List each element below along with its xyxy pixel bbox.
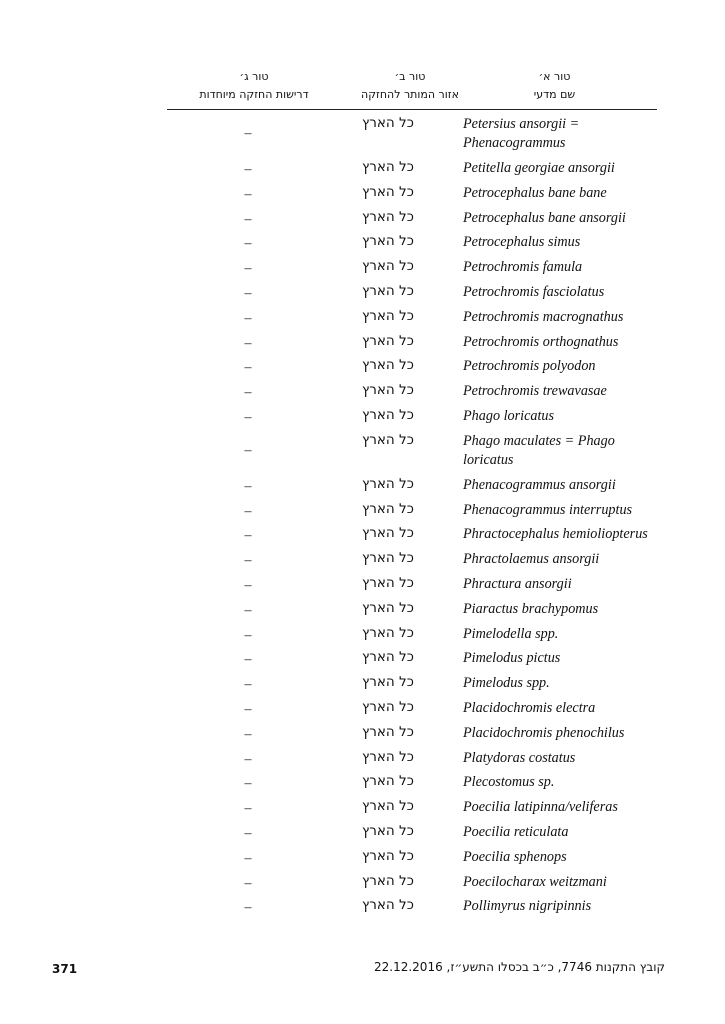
scientific-name: Petrocephalus bane ansorgii <box>463 209 626 226</box>
table-row <box>0 722 725 747</box>
permitted-area: כל הארץ <box>362 599 414 616</box>
table-row <box>0 573 725 598</box>
table-row <box>0 430 725 474</box>
permitted-area: כל הארץ <box>362 159 414 175</box>
permitted-area: כל הארץ <box>362 773 414 790</box>
permitted-area: כל הארץ <box>362 307 414 324</box>
permitted-area: כל הארץ <box>362 208 414 225</box>
table-row <box>0 821 725 846</box>
scientific-name: Platydoras costatus <box>463 749 576 766</box>
permitted-area: כל הארץ <box>362 847 414 864</box>
permitted-area: כל הארץ <box>362 550 414 567</box>
scientific-name: Petitella georgiae ansorgii <box>463 160 615 176</box>
table-row <box>0 474 725 499</box>
scientific-name: Plecostomus sp. <box>463 774 555 791</box>
special-requirements: – <box>244 677 252 693</box>
permitted-area: כל הארץ <box>362 382 414 399</box>
special-requirements: – <box>244 186 252 202</box>
table-row <box>0 256 725 281</box>
permitted-area: כל הארץ <box>362 798 414 815</box>
special-requirements: – <box>244 627 252 643</box>
table-row <box>0 405 725 430</box>
special-requirements: – <box>244 385 252 401</box>
permitted-area: כל הארץ <box>362 624 414 641</box>
scientific-name: Pimelodus spp. <box>463 675 550 692</box>
permitted-area: כל הארץ <box>362 115 414 131</box>
special-requirements: – <box>244 211 252 227</box>
header-divider <box>167 109 657 110</box>
permitted-area: כל הארץ <box>362 872 414 889</box>
permitted-area: כל הארץ <box>362 649 414 666</box>
table-row <box>0 647 725 672</box>
scientific-name: Phractolaemus ansorgii <box>463 551 600 568</box>
special-requirements: – <box>244 478 252 494</box>
permitted-area: כל הארץ <box>362 475 414 492</box>
table-row <box>0 331 725 356</box>
table-row <box>0 598 725 623</box>
special-requirements: – <box>244 701 252 717</box>
special-requirements: – <box>244 850 252 866</box>
table-row <box>0 355 725 380</box>
special-requirements: – <box>244 360 252 376</box>
special-requirements: – <box>244 528 252 544</box>
permitted-area: כל הארץ <box>362 748 414 765</box>
scientific-name: Phago maculates = Phago loricatus <box>463 432 615 468</box>
special-requirements: – <box>244 900 252 916</box>
permitted-area: כל הארץ <box>362 406 414 423</box>
table-row <box>0 871 725 896</box>
scientific-name: Petrochromis trewavasae <box>463 383 607 400</box>
scientific-name: Petersius ansorgii = Phenacogrammus <box>463 116 580 151</box>
scientific-name: Poecilia latipinna/veliferas <box>463 799 618 816</box>
table-row <box>0 182 725 207</box>
permitted-area: כל הארץ <box>362 357 414 374</box>
permitted-area: כל הארץ <box>362 574 414 591</box>
column-c-label: טור ג׳ <box>239 70 269 83</box>
permitted-area: כל הארץ <box>362 723 414 740</box>
special-requirements: – <box>244 409 252 425</box>
special-requirements: – <box>244 442 252 458</box>
permitted-area: כל הארץ <box>362 698 414 715</box>
permitted-area: כל הארץ <box>362 431 414 448</box>
special-requirements: – <box>244 801 252 817</box>
special-requirements: – <box>244 875 252 891</box>
special-requirements: – <box>244 602 252 618</box>
permitted-area: כל הארץ <box>362 282 414 299</box>
scientific-name: Placidochromis phenochilus <box>463 724 625 741</box>
special-requirements: – <box>244 652 252 668</box>
scientific-name: Petrochromis famula <box>463 259 583 276</box>
table-row <box>0 846 725 871</box>
table-row <box>0 281 725 306</box>
scientific-name: Petrocephalus simus <box>463 234 581 251</box>
scientific-name: Pimelodus pictus <box>463 650 561 667</box>
table-row <box>0 113 725 157</box>
permitted-area: כל הארץ <box>362 183 414 200</box>
table-row <box>0 697 725 722</box>
scientific-name: Phenacogrammus interruptus <box>463 501 633 518</box>
table-row <box>0 796 725 821</box>
scientific-name: Petrocephalus bane bane <box>463 184 607 201</box>
special-requirements: – <box>244 776 252 792</box>
table-row <box>0 499 725 524</box>
scientific-name: Poecilia reticulata <box>463 823 569 840</box>
table-row <box>0 207 725 232</box>
special-requirements: – <box>244 825 252 841</box>
scientific-name: Phago loricatus <box>463 407 555 424</box>
permitted-area: כל הארץ <box>362 897 414 914</box>
scientific-name: Petrochromis orthognathus <box>463 333 619 350</box>
special-requirements: – <box>244 126 252 141</box>
table-row <box>0 895 725 920</box>
scientific-name: Poecilocharax weitzmani <box>463 873 607 890</box>
scientific-name: Phractura ansorgii <box>463 575 572 592</box>
table-row <box>0 157 725 182</box>
permitted-area: כל הארץ <box>362 525 414 542</box>
table-row <box>0 380 725 405</box>
column-b-title: אזור המותר להחזקה <box>361 88 459 101</box>
scientific-name: Phractocephalus hemioliopterus <box>463 526 648 543</box>
footer-title: קובץ התקנות 7746, כ״ב בכסלו התשע״ז, 22.12.2016 <box>374 960 665 974</box>
special-requirements: – <box>244 236 252 252</box>
special-requirements: – <box>244 577 252 593</box>
special-requirements: – <box>244 261 252 277</box>
column-a-label: טור א׳ <box>538 70 571 83</box>
table-row <box>0 231 725 256</box>
special-requirements: – <box>244 310 252 326</box>
permitted-area: כל הארץ <box>362 674 414 691</box>
scientific-name: Petrochromis macrognathus <box>463 308 624 325</box>
page-number: 371 <box>52 962 78 976</box>
special-requirements: – <box>244 726 252 742</box>
table-row <box>0 306 725 331</box>
permitted-area: כל הארץ <box>362 500 414 517</box>
special-requirements: – <box>244 503 252 519</box>
scientific-name: Placidochromis electra <box>463 699 596 716</box>
column-c-title: דרישות החזקה מיוחדות <box>199 88 309 101</box>
special-requirements: – <box>244 285 252 301</box>
column-a-title: שם מדעי <box>533 88 576 101</box>
scientific-name: Petrochromis fasciolatus <box>463 283 605 300</box>
species-table <box>0 113 725 920</box>
table-row <box>0 672 725 697</box>
scientific-name: Petrochromis polyodon <box>463 358 596 375</box>
special-requirements: – <box>244 162 252 177</box>
column-header-c <box>160 70 348 104</box>
special-requirements: – <box>244 553 252 569</box>
scientific-name: Piaractus brachypomus <box>463 600 599 617</box>
table-row <box>0 623 725 648</box>
column-b-label: טור ב׳ <box>394 70 426 83</box>
scientific-name: Poecilia sphenops <box>463 848 567 865</box>
permitted-area: כל הארץ <box>362 233 414 250</box>
table-row <box>0 747 725 772</box>
special-requirements: – <box>244 335 252 351</box>
scientific-name: Pollimyrus nigripinnis <box>463 898 592 915</box>
permitted-area: כל הארץ <box>362 332 414 349</box>
scientific-name: Pimelodella spp. <box>463 625 559 642</box>
table-row <box>0 548 725 573</box>
table-row <box>0 523 725 548</box>
permitted-area: כל הארץ <box>362 822 414 839</box>
scientific-name: Phenacogrammus ansorgii <box>463 476 616 493</box>
special-requirements: – <box>244 751 252 767</box>
table-row <box>0 771 725 796</box>
permitted-area: כל הארץ <box>362 258 414 275</box>
